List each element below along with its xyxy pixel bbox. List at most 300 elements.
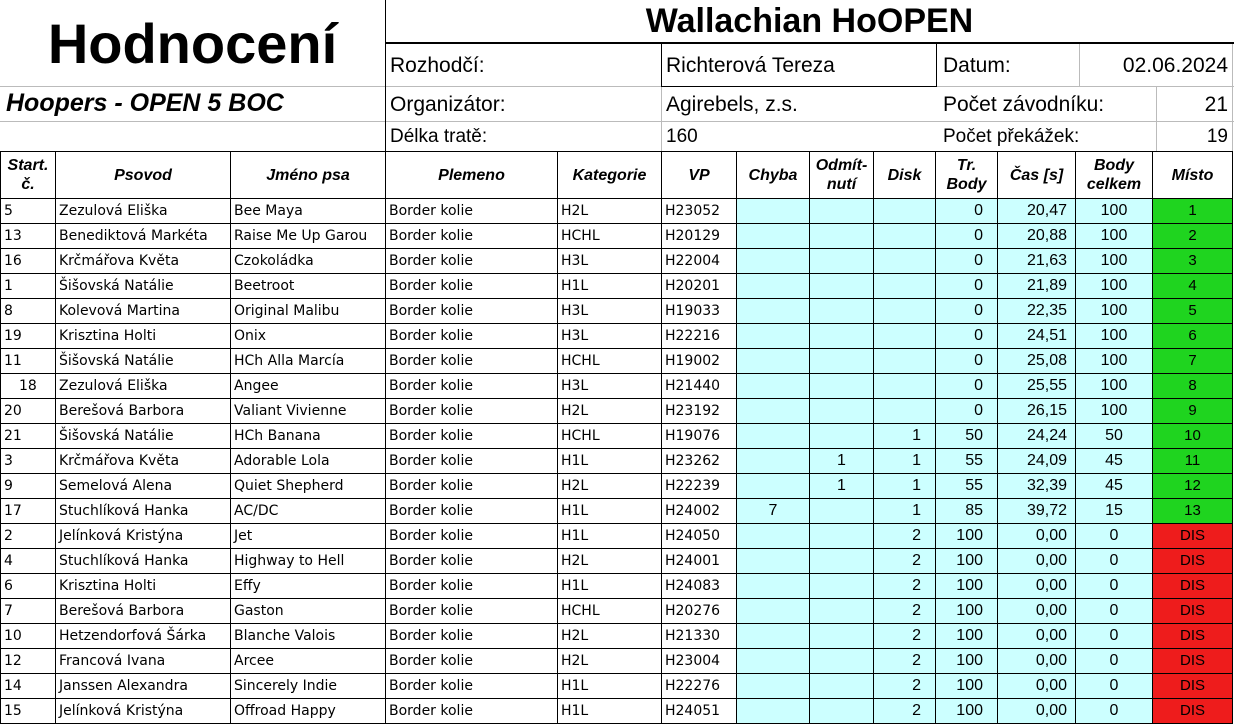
cell-dog-name[interactable]: Effy xyxy=(231,574,386,599)
cell-errors[interactable] xyxy=(737,299,810,324)
cell-handler[interactable]: Stuchlíková Hanka xyxy=(56,499,231,524)
cell-start-number[interactable]: 8 xyxy=(1,299,56,324)
cell-penalty-points[interactable]: 0 xyxy=(936,199,998,224)
cell-total-points[interactable]: 100 xyxy=(1076,324,1153,349)
table-row[interactable] xyxy=(1,524,1233,549)
cell-vp[interactable]: H19002 xyxy=(662,349,737,374)
cell-time[interactable]: 39,72 xyxy=(998,499,1076,524)
cell-dog-name[interactable]: Angee xyxy=(231,374,386,399)
cell-refusals[interactable]: 1 xyxy=(810,474,874,499)
cell-total-points[interactable]: 0 xyxy=(1076,574,1153,599)
cell-time[interactable]: 20,88 xyxy=(998,224,1076,249)
cell-penalty-points[interactable]: 0 xyxy=(936,274,998,299)
cell-time[interactable]: 0,00 xyxy=(998,599,1076,624)
cell-penalty-points[interactable]: 0 xyxy=(936,374,998,399)
cell-refusals[interactable] xyxy=(810,499,874,524)
table-row[interactable] xyxy=(1,674,1233,699)
cell-disk[interactable] xyxy=(874,349,936,374)
cell-place[interactable]: 9 xyxy=(1153,399,1233,424)
cell-penalty-points[interactable]: 0 xyxy=(936,349,998,374)
cell-penalty-points[interactable]: 100 xyxy=(936,624,998,649)
table-row[interactable] xyxy=(1,574,1233,599)
cell-disk[interactable]: 1 xyxy=(874,449,936,474)
cell-category[interactable]: H2L xyxy=(558,549,662,574)
cell-start-number[interactable]: 7 xyxy=(1,599,56,624)
cell-place[interactable]: DIS xyxy=(1153,524,1233,549)
cell-refusals[interactable] xyxy=(810,424,874,449)
table-row[interactable] xyxy=(1,649,1233,674)
cell-place[interactable]: 11 xyxy=(1153,449,1233,474)
cell-disk[interactable] xyxy=(874,224,936,249)
cell-breed[interactable]: Border kolie xyxy=(386,274,558,299)
cell-dog-name[interactable]: Raise Me Up Garou xyxy=(231,224,386,249)
cell-handler[interactable]: Zezulová Eliška xyxy=(56,199,231,224)
cell-errors[interactable] xyxy=(737,699,810,724)
cell-total-points[interactable]: 45 xyxy=(1076,474,1153,499)
cell-errors[interactable] xyxy=(737,374,810,399)
cell-disk[interactable]: 2 xyxy=(874,649,936,674)
cell-errors[interactable] xyxy=(737,449,810,474)
cell-total-points[interactable]: 0 xyxy=(1076,524,1153,549)
cell-category[interactable]: HCHL xyxy=(558,224,662,249)
cell-total-points[interactable]: 100 xyxy=(1076,274,1153,299)
cell-vp[interactable]: H24051 xyxy=(662,699,737,724)
cell-total-points[interactable]: 100 xyxy=(1076,249,1153,274)
table-row[interactable] xyxy=(1,199,1233,224)
cell-vp[interactable]: H22216 xyxy=(662,324,737,349)
cell-category[interactable]: H3L xyxy=(558,299,662,324)
cell-breed[interactable]: Border kolie xyxy=(386,224,558,249)
cell-breed[interactable]: Border kolie xyxy=(386,399,558,424)
cell-breed[interactable]: Border kolie xyxy=(386,699,558,724)
table-row[interactable] xyxy=(1,299,1233,324)
cell-vp[interactable]: H23052 xyxy=(662,199,737,224)
cell-category[interactable]: H2L xyxy=(558,399,662,424)
cell-errors[interactable] xyxy=(737,474,810,499)
cell-handler[interactable]: Benediktová Markéta xyxy=(56,224,231,249)
cell-errors[interactable] xyxy=(737,574,810,599)
col-breed: Plemeno xyxy=(386,152,558,199)
cell-errors[interactable] xyxy=(737,524,810,549)
cell-start-number[interactable]: 2 xyxy=(1,524,56,549)
table-row[interactable] xyxy=(1,599,1233,624)
cell-errors[interactable] xyxy=(737,649,810,674)
cell-category[interactable]: H2L xyxy=(558,474,662,499)
cell-refusals[interactable] xyxy=(810,349,874,374)
cell-vp[interactable]: H24002 xyxy=(662,499,737,524)
cell-start-number[interactable]: 10 xyxy=(1,624,56,649)
cell-place[interactable]: 10 xyxy=(1153,424,1233,449)
cell-place[interactable]: 5 xyxy=(1153,299,1233,324)
cell-start-number[interactable]: 9 xyxy=(1,474,56,499)
cell-errors[interactable] xyxy=(737,249,810,274)
cell-place[interactable]: DIS xyxy=(1153,599,1233,624)
cell-penalty-points[interactable]: 100 xyxy=(936,649,998,674)
cell-time[interactable]: 24,09 xyxy=(998,449,1076,474)
cell-handler[interactable]: Stuchlíková Hanka xyxy=(56,549,231,574)
table-row[interactable] xyxy=(1,624,1233,649)
cell-breed[interactable]: Border kolie xyxy=(386,249,558,274)
cell-time[interactable]: 21,63 xyxy=(998,249,1076,274)
cell-dog-name[interactable]: Sincerely Indie xyxy=(231,674,386,699)
cell-penalty-points[interactable]: 85 xyxy=(936,499,998,524)
cell-breed[interactable]: Border kolie xyxy=(386,649,558,674)
cell-total-points[interactable]: 100 xyxy=(1076,299,1153,324)
cell-handler[interactable]: Francová Ivana xyxy=(56,649,231,674)
cell-total-points[interactable]: 0 xyxy=(1076,599,1153,624)
cell-disk[interactable] xyxy=(874,199,936,224)
cell-disk[interactable] xyxy=(874,274,936,299)
cell-total-points[interactable]: 15 xyxy=(1076,499,1153,524)
cell-disk[interactable] xyxy=(874,249,936,274)
cell-handler[interactable]: Jelínková Kristýna xyxy=(56,524,231,549)
cell-place[interactable]: DIS xyxy=(1153,624,1233,649)
cell-penalty-points[interactable]: 55 xyxy=(936,449,998,474)
table-row[interactable] xyxy=(1,349,1233,374)
cell-refusals[interactable] xyxy=(810,624,874,649)
cell-dog-name[interactable]: Jet xyxy=(231,524,386,549)
cell-disk[interactable]: 1 xyxy=(874,474,936,499)
cell-start-number[interactable]: 19 xyxy=(1,324,56,349)
cell-dog-name[interactable]: Arcee xyxy=(231,649,386,674)
cell-category[interactable]: H2L xyxy=(558,649,662,674)
cell-time[interactable]: 24,51 xyxy=(998,324,1076,349)
cell-start-number[interactable]: 13 xyxy=(1,224,56,249)
cell-start-number[interactable]: 17 xyxy=(1,499,56,524)
cell-total-points[interactable]: 100 xyxy=(1076,399,1153,424)
cell-disk[interactable]: 1 xyxy=(874,424,936,449)
cell-place[interactable]: 4 xyxy=(1153,274,1233,299)
cell-refusals[interactable] xyxy=(810,299,874,324)
cell-handler[interactable]: Šišovská Natálie xyxy=(56,349,231,374)
cell-vp[interactable]: H24001 xyxy=(662,549,737,574)
cell-category[interactable]: H3L xyxy=(558,249,662,274)
cell-vp[interactable]: H19076 xyxy=(662,424,737,449)
cell-penalty-points[interactable]: 100 xyxy=(936,574,998,599)
cell-total-points[interactable]: 0 xyxy=(1076,624,1153,649)
cell-dog-name[interactable]: Adorable Lola xyxy=(231,449,386,474)
cell-breed[interactable]: Border kolie xyxy=(386,549,558,574)
cell-penalty-points[interactable]: 100 xyxy=(936,549,998,574)
cell-errors[interactable] xyxy=(737,599,810,624)
cell-category[interactable]: H1L xyxy=(558,699,662,724)
cell-vp[interactable]: H22239 xyxy=(662,474,737,499)
cell-vp[interactable]: H20201 xyxy=(662,274,737,299)
cell-start-number[interactable]: 1 xyxy=(1,274,56,299)
cell-vp[interactable]: H21440 xyxy=(662,374,737,399)
cell-penalty-points[interactable]: 100 xyxy=(936,699,998,724)
cell-dog-name[interactable]: Highway to Hell xyxy=(231,549,386,574)
table-row[interactable] xyxy=(1,449,1233,474)
cell-breed[interactable]: Border kolie xyxy=(386,299,558,324)
cell-vp[interactable]: H21330 xyxy=(662,624,737,649)
track-length-label: Délka tratě: xyxy=(390,126,488,147)
cell-time[interactable]: 0,00 xyxy=(998,674,1076,699)
cell-start-number[interactable]: 6 xyxy=(1,574,56,599)
cell-breed[interactable]: Border kolie xyxy=(386,449,558,474)
cell-penalty-points[interactable]: 0 xyxy=(936,224,998,249)
cell-place[interactable]: 6 xyxy=(1153,324,1233,349)
col-total-points: Body celkem xyxy=(1076,152,1153,199)
cell-handler[interactable]: Krčmářova Květa xyxy=(56,449,231,474)
cell-time[interactable]: 0,00 xyxy=(998,649,1076,674)
cell-errors[interactable] xyxy=(737,424,810,449)
cell-refusals[interactable] xyxy=(810,274,874,299)
cell-place[interactable]: 12 xyxy=(1153,474,1233,499)
cell-errors[interactable] xyxy=(737,399,810,424)
cell-time[interactable]: 25,55 xyxy=(998,374,1076,399)
cell-category[interactable]: H2L xyxy=(558,624,662,649)
cell-refusals[interactable] xyxy=(810,524,874,549)
cell-total-points[interactable]: 0 xyxy=(1076,549,1153,574)
table-row[interactable] xyxy=(1,699,1233,724)
cell-category[interactable]: H1L xyxy=(558,499,662,524)
table-row[interactable] xyxy=(1,474,1233,499)
cell-disk[interactable]: 1 xyxy=(874,499,936,524)
cell-penalty-points[interactable]: 0 xyxy=(936,324,998,349)
cell-handler[interactable]: Berešová Barbora xyxy=(56,399,231,424)
cell-errors[interactable] xyxy=(737,349,810,374)
cell-refusals[interactable] xyxy=(810,399,874,424)
table-row[interactable] xyxy=(1,324,1233,349)
cell-penalty-points[interactable]: 50 xyxy=(936,424,998,449)
cell-vp[interactable]: H24050 xyxy=(662,524,737,549)
cell-disk[interactable]: 2 xyxy=(874,624,936,649)
cell-handler[interactable]: Krisztina Holti xyxy=(56,324,231,349)
cell-vp[interactable]: H23004 xyxy=(662,649,737,674)
col-refusals: Odmít- nutí xyxy=(810,152,874,199)
cell-handler[interactable]: Berešová Barbora xyxy=(56,599,231,624)
cell-total-points[interactable]: 100 xyxy=(1076,374,1153,399)
cell-time[interactable]: 0,00 xyxy=(998,574,1076,599)
cell-start-number[interactable]: 21 xyxy=(1,424,56,449)
cell-time[interactable]: 26,15 xyxy=(998,399,1076,424)
cell-refusals[interactable]: 1 xyxy=(810,449,874,474)
cell-dog-name[interactable]: Bee Maya xyxy=(231,199,386,224)
cell-refusals[interactable] xyxy=(810,599,874,624)
cell-place[interactable]: 1 xyxy=(1153,199,1233,224)
cell-dog-name[interactable]: Offroad Happy xyxy=(231,699,386,724)
cell-penalty-points[interactable]: 100 xyxy=(936,674,998,699)
cell-total-points[interactable]: 100 xyxy=(1076,349,1153,374)
cell-time[interactable]: 24,24 xyxy=(998,424,1076,449)
cell-category[interactable]: HCHL xyxy=(558,599,662,624)
cell-errors[interactable] xyxy=(737,224,810,249)
cell-breed[interactable]: Border kolie xyxy=(386,199,558,224)
cell-category[interactable]: H1L xyxy=(558,674,662,699)
cell-vp[interactable]: H20129 xyxy=(662,224,737,249)
cell-vp[interactable]: H23262 xyxy=(662,449,737,474)
cell-time[interactable]: 32,39 xyxy=(998,474,1076,499)
cell-start-number[interactable]: 20 xyxy=(1,399,56,424)
table-row[interactable] xyxy=(1,274,1233,299)
table-row[interactable] xyxy=(1,374,1233,399)
cell-handler[interactable]: Kolevová Martina xyxy=(56,299,231,324)
cell-disk[interactable]: 2 xyxy=(874,549,936,574)
cell-refusals[interactable] xyxy=(810,249,874,274)
cell-vp[interactable]: H19033 xyxy=(662,299,737,324)
cell-category[interactable]: HCHL xyxy=(558,424,662,449)
cell-place[interactable]: 7 xyxy=(1153,349,1233,374)
cell-dog-name[interactable]: Quiet Shepherd xyxy=(231,474,386,499)
cell-place[interactable]: DIS xyxy=(1153,574,1233,599)
cell-time[interactable]: 0,00 xyxy=(998,699,1076,724)
cell-handler[interactable]: Šišovská Natálie xyxy=(56,274,231,299)
cell-disk[interactable] xyxy=(874,399,936,424)
cell-penalty-points[interactable]: 0 xyxy=(936,299,998,324)
cell-dog-name[interactable]: Onix xyxy=(231,324,386,349)
table-row[interactable] xyxy=(1,224,1233,249)
cell-breed[interactable]: Border kolie xyxy=(386,474,558,499)
cell-place[interactable]: 13 xyxy=(1153,499,1233,524)
cell-category[interactable]: H3L xyxy=(558,374,662,399)
cell-dog-name[interactable]: Gaston xyxy=(231,599,386,624)
cell-errors[interactable] xyxy=(737,274,810,299)
cell-total-points[interactable]: 0 xyxy=(1076,674,1153,699)
cell-breed[interactable]: Border kolie xyxy=(386,499,558,524)
cell-refusals[interactable] xyxy=(810,374,874,399)
cell-errors[interactable]: 7 xyxy=(737,499,810,524)
cell-breed[interactable]: Border kolie xyxy=(386,574,558,599)
cell-dog-name[interactable]: HCh Alla Marcía xyxy=(231,349,386,374)
cell-start-number[interactable]: 3 xyxy=(1,449,56,474)
table-row[interactable] xyxy=(1,249,1233,274)
cell-time[interactable]: 20,47 xyxy=(998,199,1076,224)
cell-time[interactable]: 22,35 xyxy=(998,299,1076,324)
cell-refusals[interactable] xyxy=(810,649,874,674)
cell-handler[interactable]: Hetzendorfová Šárka xyxy=(56,624,231,649)
cell-category[interactable]: H2L xyxy=(558,199,662,224)
cell-refusals[interactable] xyxy=(810,324,874,349)
cell-disk[interactable]: 2 xyxy=(874,599,936,624)
cell-breed[interactable]: Border kolie xyxy=(386,349,558,374)
cell-handler[interactable]: Krčmářova Květa xyxy=(56,249,231,274)
cell-penalty-points[interactable]: 0 xyxy=(936,399,998,424)
cell-place[interactable]: DIS xyxy=(1153,549,1233,574)
cell-time[interactable]: 25,08 xyxy=(998,349,1076,374)
cell-disk[interactable]: 2 xyxy=(874,674,936,699)
cell-handler[interactable]: Krisztina Holti xyxy=(56,574,231,599)
cell-refusals[interactable] xyxy=(810,674,874,699)
cell-penalty-points[interactable]: 55 xyxy=(936,474,998,499)
cell-disk[interactable] xyxy=(874,299,936,324)
cell-breed[interactable]: Border kolie xyxy=(386,624,558,649)
cell-errors[interactable] xyxy=(737,624,810,649)
cell-start-number[interactable]: 18 xyxy=(1,374,56,399)
cell-dog-name[interactable]: Czokoládka xyxy=(231,249,386,274)
cell-total-points[interactable]: 45 xyxy=(1076,449,1153,474)
cell-breed[interactable]: Border kolie xyxy=(386,324,558,349)
cell-place[interactable]: DIS xyxy=(1153,674,1233,699)
cell-errors[interactable] xyxy=(737,549,810,574)
cell-vp[interactable]: H22004 xyxy=(662,249,737,274)
cell-place[interactable]: 3 xyxy=(1153,249,1233,274)
cell-handler[interactable]: Šišovská Natálie xyxy=(56,424,231,449)
table-body xyxy=(1,199,1233,724)
cell-total-points[interactable]: 0 xyxy=(1076,649,1153,674)
cell-total-points[interactable]: 100 xyxy=(1076,224,1153,249)
cell-handler[interactable]: Jelínková Kristýna xyxy=(56,699,231,724)
cell-place[interactable]: DIS xyxy=(1153,649,1233,674)
cell-dog-name[interactable]: Beetroot xyxy=(231,274,386,299)
cell-start-number[interactable]: 15 xyxy=(1,699,56,724)
cell-breed[interactable]: Border kolie xyxy=(386,424,558,449)
cell-total-points[interactable]: 0 xyxy=(1076,699,1153,724)
table-row[interactable] xyxy=(1,549,1233,574)
cell-start-number[interactable]: 11 xyxy=(1,349,56,374)
cell-time[interactable]: 0,00 xyxy=(998,549,1076,574)
cell-dog-name[interactable]: Original Malibu xyxy=(231,299,386,324)
cell-disk[interactable] xyxy=(874,324,936,349)
cell-total-points[interactable]: 100 xyxy=(1076,199,1153,224)
cell-penalty-points[interactable]: 100 xyxy=(936,599,998,624)
cell-dog-name[interactable]: HCh Banana xyxy=(231,424,386,449)
cell-dog-name[interactable]: Valiant Vivienne xyxy=(231,399,386,424)
cell-category[interactable]: H1L xyxy=(558,574,662,599)
cell-category[interactable]: HCHL xyxy=(558,349,662,374)
cell-category[interactable]: H3L xyxy=(558,324,662,349)
cell-category[interactable]: H1L xyxy=(558,274,662,299)
cell-vp[interactable]: H20276 xyxy=(662,599,737,624)
cell-breed[interactable]: Border kolie xyxy=(386,599,558,624)
cell-refusals[interactable] xyxy=(810,199,874,224)
cell-place[interactable]: DIS xyxy=(1153,699,1233,724)
table-row[interactable] xyxy=(1,499,1233,524)
cell-disk[interactable] xyxy=(874,374,936,399)
cell-start-number[interactable]: 16 xyxy=(1,249,56,274)
cell-place[interactable]: 8 xyxy=(1153,374,1233,399)
cell-dog-name[interactable]: Blanche Valois xyxy=(231,624,386,649)
cell-handler[interactable]: Janssen Alexandra xyxy=(56,674,231,699)
cell-disk[interactable]: 2 xyxy=(874,574,936,599)
cell-penalty-points[interactable]: 0 xyxy=(936,249,998,274)
cell-refusals[interactable] xyxy=(810,549,874,574)
cell-errors[interactable] xyxy=(737,199,810,224)
cell-start-number[interactable]: 14 xyxy=(1,674,56,699)
cell-vp[interactable]: H22276 xyxy=(662,674,737,699)
cell-vp[interactable]: H23192 xyxy=(662,399,737,424)
cell-vp[interactable]: H24083 xyxy=(662,574,737,599)
cell-category[interactable]: H1L xyxy=(558,449,662,474)
col-time: Čas [s] xyxy=(998,152,1076,199)
cell-disk[interactable]: 2 xyxy=(874,524,936,549)
cell-time[interactable]: 0,00 xyxy=(998,524,1076,549)
cell-handler[interactable]: Zezulová Eliška xyxy=(56,374,231,399)
cell-errors[interactable] xyxy=(737,674,810,699)
cell-refusals[interactable] xyxy=(810,699,874,724)
cell-breed[interactable]: Border kolie xyxy=(386,524,558,549)
cell-breed[interactable]: Border kolie xyxy=(386,374,558,399)
cell-time[interactable]: 0,00 xyxy=(998,624,1076,649)
cell-refusals[interactable] xyxy=(810,224,874,249)
table-row[interactable] xyxy=(1,424,1233,449)
cell-total-points[interactable]: 50 xyxy=(1076,424,1153,449)
cell-disk[interactable]: 2 xyxy=(874,699,936,724)
cell-start-number[interactable]: 4 xyxy=(1,549,56,574)
cell-start-number[interactable]: 12 xyxy=(1,649,56,674)
table-row[interactable] xyxy=(1,399,1233,424)
cell-start-number[interactable]: 5 xyxy=(1,199,56,224)
cell-refusals[interactable] xyxy=(810,574,874,599)
cell-penalty-points[interactable]: 100 xyxy=(936,524,998,549)
cell-dog-name[interactable]: AC/DC xyxy=(231,499,386,524)
cell-place[interactable]: 2 xyxy=(1153,224,1233,249)
cell-errors[interactable] xyxy=(737,324,810,349)
cell-breed[interactable]: Border kolie xyxy=(386,674,558,699)
cell-category[interactable]: H1L xyxy=(558,524,662,549)
cell-handler[interactable]: Semelová Alena xyxy=(56,474,231,499)
cell-time[interactable]: 21,89 xyxy=(998,274,1076,299)
